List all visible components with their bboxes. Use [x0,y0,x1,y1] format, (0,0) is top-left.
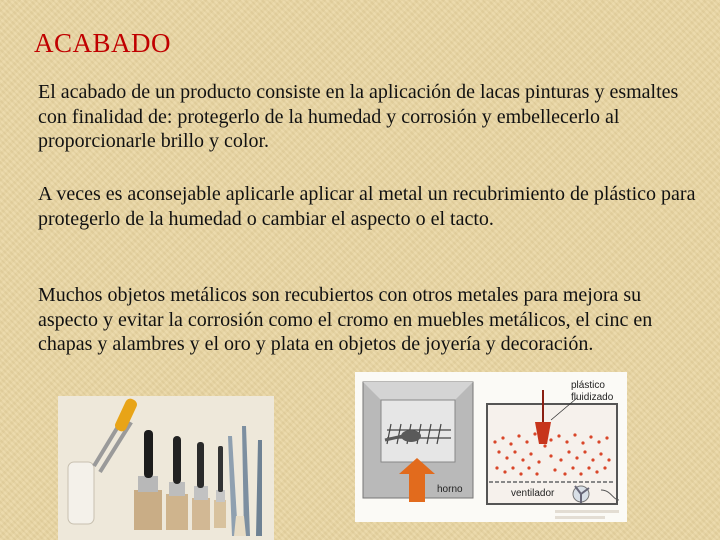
label-oven: horno [437,484,463,495]
slide-title: ACABADO [34,28,172,58]
paragraph-metal-coating: Muchos objetos metálicos son recubiertos con otros metales para mejora su aspecto y evitar la corrosión como el cromo en muebles metálicos, el cinc en chapas y alambres y el oro y plata en objetos de joyería y decoración. [38,284,653,355]
brushes-photo [58,396,274,540]
label-fan: ventilador [511,488,555,499]
label-fluidized: fluidizado [571,392,614,403]
label-plastic: plástico [571,380,605,391]
paragraph-plastic-coating: A veces es aconsejable aplicarle aplicar al metal un recubrimiento de plástico para protegerlo de la humedad o cambiar el aspecto o el tacto. [38,183,696,230]
paragraph-finishing: El acabado de un producto consiste en la aplicación de lacas pinturas y esmaltes con finalidad de: protegerlo de la humedad y corrosión y embellecerlo al proporcionarle brillo y color. [38,81,679,152]
coating-process-diagram [355,372,627,522]
